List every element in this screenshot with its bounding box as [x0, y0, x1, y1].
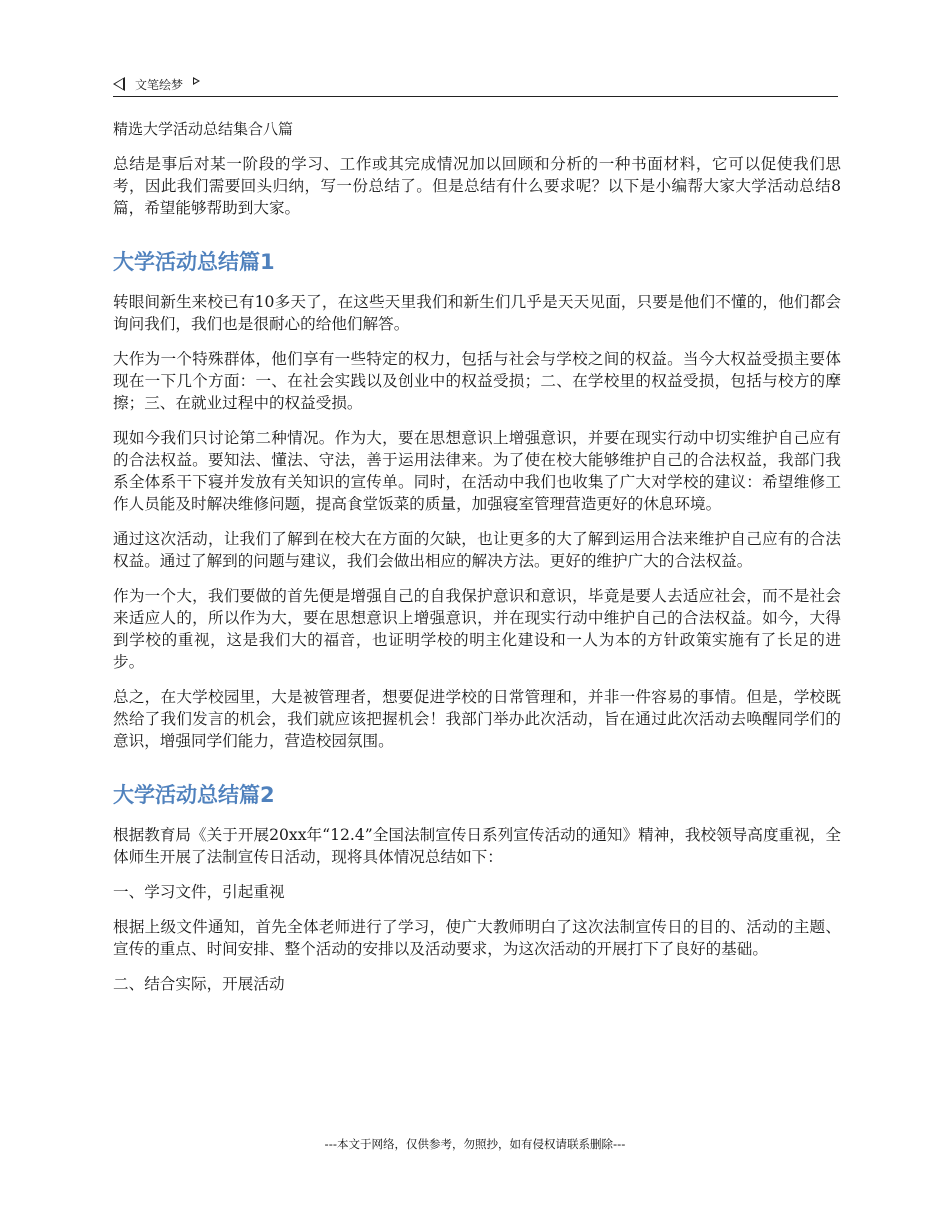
- section-heading-2: 大学活动总结篇2: [113, 783, 275, 807]
- footer-notice: ---本文于网络，仅供参考，勿照抄，如有侵权请联系删除---: [324, 1137, 626, 1151]
- triangle-right-icon: [193, 77, 200, 85]
- document-title: 精选大学活动总结集合八篇: [113, 120, 294, 138]
- page-header: [113, 72, 838, 97]
- paragraph: 转眼间新生来校已有10多天了，在这些天里我们和新生们几乎是天天见面，只要是他们不懂的，他们都会询问我们，我们也是很耐心的给他们解答。: [113, 293, 841, 333]
- paragraph: 通过这次活动，让我们了解到在校大在方面的欠缺，也让更多的大了解到运用合法来维护自己应有的合法权益。通过了解到的问题与建议，我们会做出相应的解决方法。更好的维护广大的合法权益。: [113, 530, 841, 570]
- paragraph: 根据教育局《关于开展20xx年“12.4”全国法制宣传日系列宣传活动的通知》精神，我校领导高度重视，全体师生开展了法制宣传日活动，现将具体情况总结如下：: [113, 826, 841, 866]
- paragraph: 大作为一个特殊群体，他们享有一些特定的权力，包括与社会与学校之间的权益。当今大权益受损主要体现在一下几个方面：一、在社会实践以及创业中的权益受损；二、在学校里的权益受损，包括与校方的摩擦；三、在就业过程中的权益受损。: [113, 350, 841, 412]
- paragraph: 一、学习文件，引起重视: [113, 883, 285, 901]
- paragraph: 二、结合实际，开展活动: [113, 975, 285, 993]
- paragraph: 总之，在大学校园里，大是被管理者，想要促进学校的日常管理和，并非一件容易的事情。但是，学校既然给了我们发言的机会，我们就应该把握机会！我部门举办此次活动，旨在通过此次活动去唤醒同学们的意识，增强同学们能力，营造校园氛围。: [113, 688, 841, 750]
- section-heading-1: 大学活动总结篇1: [113, 250, 275, 274]
- brand-label: 文笔绘梦: [135, 77, 184, 92]
- paragraph: 作为一个大，我们要做的首先便是增强自己的自我保护意识和意识，毕竟是要人去适应社会，而不是社会来适应人的，所以作为大，要在思想意识上增强意识，并在现实行动中维护自己的合法权益。如今，大得到学校的重视，这是我们大的福音，也证明学校的明主化建设和一人为本的方针政策实施有了长足的进步。: [113, 587, 841, 671]
- intro-paragraph: 总结是事后对某一阶段的学习、工作或其完成情况加以回顾和分析的一种书面材料，它可以促使我们思考，因此我们需要回头归纳，写一份总结了。但是总结有什么要求呢？以下是小编帮大家大学活动总结8篇，希望能够帮助到大家。: [113, 155, 841, 217]
- document-body: [113, 118, 841, 1008]
- paragraph: 现如今我们只讨论第二种情况。作为大，要在思想意识上增强意识，并要在现实行动中切实维护自己应有的合法权益。要知法、懂法、守法，善于运用法律来。为了使在校大能够维护自己的合法权益，我部门我系全体系干下寝并发放有关知识的宣传单。同时，在活动中我们也收集了广大对学校的建议：希望维修工作人员能及时解决维修问题，提高食堂饭菜的质量，加强寝室管理营造更好的休息环境。: [113, 429, 841, 513]
- triangle-left-icon: [113, 77, 125, 91]
- paragraph: 根据上级文件通知，首先全体老师进行了学习，使广大教师明白了这次法制宣传日的目的、活动的主题、宣传的重点、时间安排、整个活动的安排以及活动要求，为这次活动的开展打下了良好的基础。: [113, 918, 841, 958]
